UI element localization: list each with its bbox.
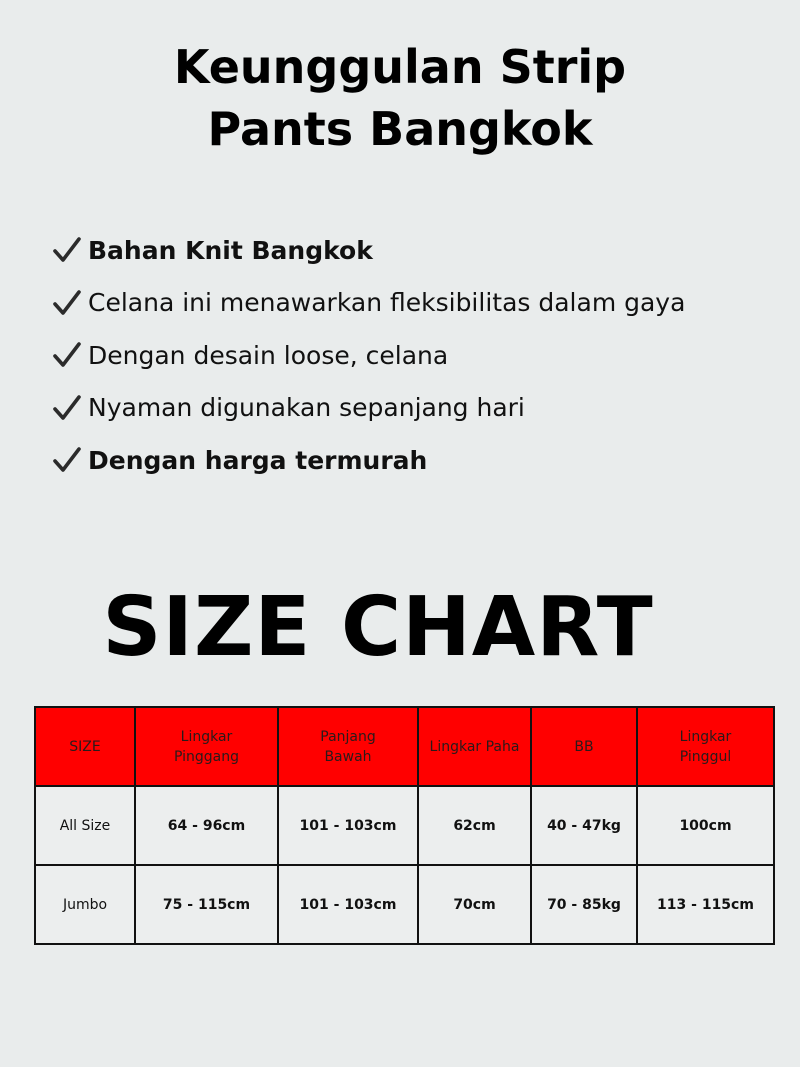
check-icon (52, 235, 82, 265)
table-cell: 64 - 96cm (135, 786, 278, 865)
feature-text: Dengan desain loose, celana (88, 340, 449, 370)
table-header-row (35, 707, 774, 786)
table-row (35, 865, 774, 944)
column-header: BB (531, 707, 637, 786)
table-cell: 113 - 115cm (637, 865, 774, 944)
table-cell: 62cm (418, 786, 531, 865)
page-title-line-1: Keunggulan Strip (173, 40, 627, 94)
table-row (35, 786, 774, 865)
feature-item (52, 434, 792, 487)
feature-text: Bahan Knit Bangkok (88, 235, 373, 265)
column-header: SIZE (35, 707, 135, 786)
column-header: Lingkar Paha (418, 707, 531, 786)
feature-item (52, 382, 792, 435)
feature-item (52, 224, 792, 277)
table-cell: 101 - 103cm (278, 865, 418, 944)
column-header: Panjang Bawah (278, 707, 418, 786)
feature-item (52, 329, 792, 382)
table-cell: All Size (35, 786, 135, 865)
table-cell: 100cm (637, 786, 774, 865)
page-title (0, 36, 800, 160)
table-cell: Jumbo (35, 865, 135, 944)
feature-item (52, 277, 792, 330)
size-chart-table (34, 706, 775, 945)
table-cell: 75 - 115cm (135, 865, 278, 944)
table-cell: 70cm (418, 865, 531, 944)
column-header: Lingkar Pinggang (135, 707, 278, 786)
feature-text: Dengan harga termurah (88, 445, 428, 475)
column-header: Lingkar Pinggul (637, 707, 774, 786)
feature-text: Nyaman digunakan sepanjang hari (88, 393, 525, 423)
table-cell: 70 - 85kg (531, 865, 637, 944)
check-icon (52, 288, 82, 318)
page-title-line-2: Pants Bangkok (207, 102, 593, 156)
check-icon (52, 393, 82, 423)
feature-list (52, 224, 792, 487)
check-icon (52, 445, 82, 475)
size-chart-title: SIZE CHART (102, 580, 654, 675)
check-icon (52, 340, 82, 370)
table-cell: 101 - 103cm (278, 786, 418, 865)
feature-text: Celana ini menawarkan fleksibilitas dalam gaya (88, 288, 686, 318)
table-cell: 40 - 47kg (531, 786, 637, 865)
